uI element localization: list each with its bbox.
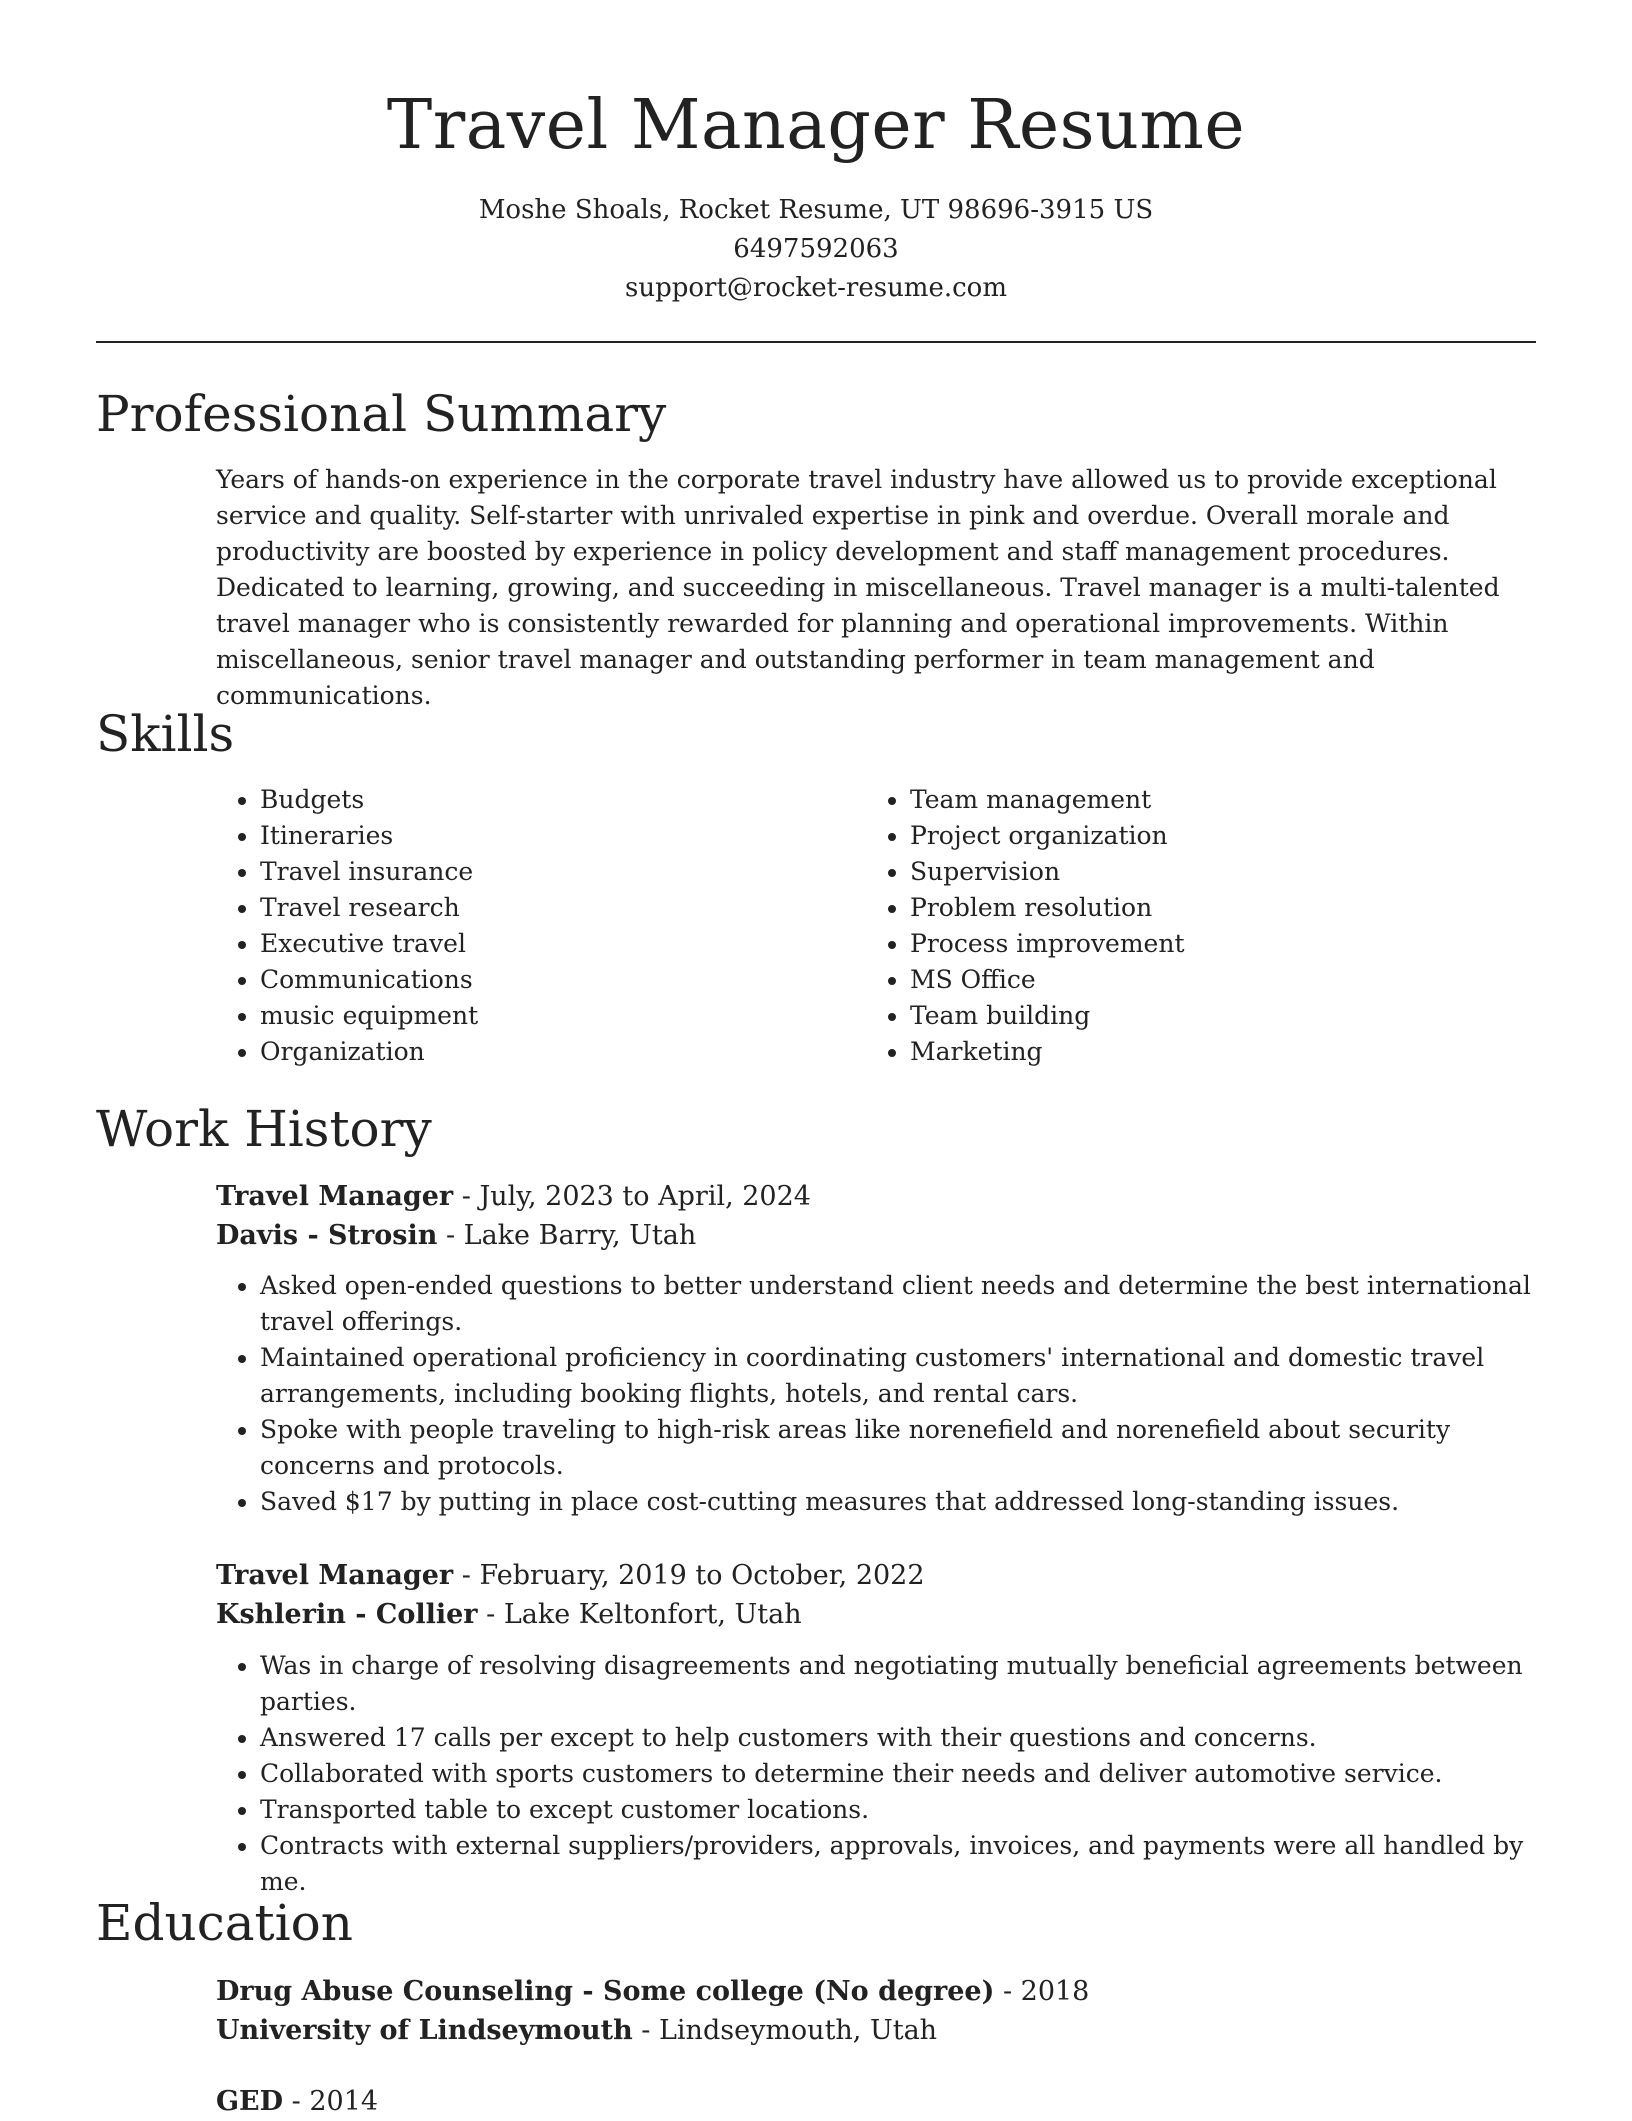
- skill-item: • Supervision: [910, 854, 1466, 890]
- education-entry: [216, 2082, 1536, 2121]
- job-bullet: • Spoke with people traveling to high-risk areas like norenefield and norenefield about security concerns and protocols.: [260, 1412, 1536, 1484]
- skill-item: • Marketing: [910, 1034, 1466, 1070]
- job-company-line: [216, 1216, 1536, 1255]
- job-bullet: • Asked open-ended questions to better understand client needs and determine the best international travel offerings.: [260, 1268, 1536, 1340]
- header-divider: [96, 341, 1536, 343]
- education-school-line: [216, 2011, 1536, 2050]
- job-dates: - July, 2023 to April, 2024: [453, 1181, 811, 1212]
- skill-item: • Project organization: [910, 818, 1466, 854]
- job-title: Travel Manager: [216, 1181, 454, 1212]
- skill-item: • Budgets: [260, 782, 816, 818]
- job-title: Travel Manager: [216, 1560, 454, 1591]
- education-entry: [216, 1972, 1536, 2050]
- skill-item: • Organization: [260, 1034, 816, 1070]
- skills-right-list: [866, 782, 1466, 1070]
- skill-item: • Communications: [260, 962, 816, 998]
- education-school: University of Lindseymouth: [216, 2015, 633, 2046]
- skill-item: • Itineraries: [260, 818, 816, 854]
- education-degree: Drug Abuse Counseling - Some college (No degree): [216, 1976, 995, 2007]
- summary-heading: Professional Summary: [96, 385, 667, 443]
- contact-phone: 6497592063: [733, 234, 899, 264]
- job-company-line: [216, 1595, 1536, 1634]
- job-title-line: [216, 1556, 1536, 1595]
- skill-item: • Team management: [910, 782, 1466, 818]
- job-bullets: [216, 1268, 1536, 1520]
- contact-block: [0, 191, 1632, 308]
- skill-item: • music equipment: [260, 998, 816, 1034]
- education-degree-line: [216, 1972, 1536, 2011]
- job-bullet: • Contracts with external suppliers/providers, approvals, invoices, and payments were all handled by me.: [260, 1828, 1536, 1900]
- skills-right-column: [866, 782, 1466, 1070]
- job-bullet: • Was in charge of resolving disagreements and negotiating mutually beneficial agreements between parties.: [260, 1648, 1536, 1720]
- education-degree: GED: [216, 2086, 284, 2117]
- job-bullet: • Answered 17 calls per except to help customers with their questions and concerns.: [260, 1720, 1536, 1756]
- job-bullet: • Maintained operational proficiency in coordinating customers' international and domestic travel arrangements, including booking flights, hotels, and rental cars.: [260, 1340, 1536, 1412]
- skill-item: • Travel insurance: [260, 854, 816, 890]
- job-bullet-list: [216, 1268, 1536, 1520]
- job-entry: [216, 1556, 1536, 1634]
- job-bullet-list: [216, 1648, 1536, 1900]
- contact-address: Moshe Shoals, Rocket Resume, UT 98696-3915 US: [478, 195, 1154, 225]
- summary-text: Years of hands-on experience in the corporate travel industry have allowed us to provide exceptional service and quality. Self-starter with unrivaled expertise in pink and overdue. Overall morale and productivity are boosted by experience in policy development and staff management procedures. Dedicated to learning, growing, and succeeding in miscellaneous. Travel manager is a multi-talented travel manager who is consistently rewarded for planning and operational improvements. Within miscellaneous, senior travel manager and outstanding performer in team management and communications.: [216, 465, 1500, 710]
- education-degree-line: [216, 2082, 1536, 2121]
- job-bullet: • Saved $17 by putting in place cost-cutting measures that addressed long-standing issues.: [260, 1484, 1536, 1520]
- job-bullet: • Transported table to except customer locations.: [260, 1792, 1536, 1828]
- job-company: Kshlerin - Collier: [216, 1599, 478, 1630]
- resume-title: Travel Manager Resume: [386, 86, 1246, 165]
- work-heading: Work History: [96, 1100, 432, 1158]
- skill-item: • Travel research: [260, 890, 816, 926]
- job-bullet: • Collaborated with sports customers to determine their needs and deliver automotive service.: [260, 1756, 1536, 1792]
- skill-item: • Process improvement: [910, 926, 1466, 962]
- skill-item: • MS Office: [910, 962, 1466, 998]
- job-company: Davis - Strosin: [216, 1220, 438, 1251]
- resume-header: [0, 82, 1632, 170]
- summary-section: [216, 462, 1516, 714]
- job-entry: [216, 1177, 1536, 1255]
- skills-left-list: [216, 782, 816, 1070]
- education-heading: Education: [96, 1894, 353, 1952]
- education-year: - 2014: [283, 2086, 379, 2117]
- skill-item: • Problem resolution: [910, 890, 1466, 926]
- skill-item: • Team building: [910, 998, 1466, 1034]
- skills-heading: Skills: [96, 705, 235, 763]
- job-location: - Lake Barry, Utah: [437, 1220, 697, 1251]
- education-location: - Lindseymouth, Utah: [632, 2015, 938, 2046]
- job-bullets: [216, 1648, 1536, 1900]
- skill-item: • Executive travel: [260, 926, 816, 962]
- contact-email: support@rocket-resume.com: [624, 273, 1007, 303]
- skills-left-column: [216, 782, 816, 1070]
- job-dates: - February, 2019 to October, 2022: [453, 1560, 925, 1591]
- job-location: - Lake Keltonfort, Utah: [477, 1599, 802, 1630]
- education-year: - 2018: [994, 1976, 1090, 2007]
- job-title-line: [216, 1177, 1536, 1216]
